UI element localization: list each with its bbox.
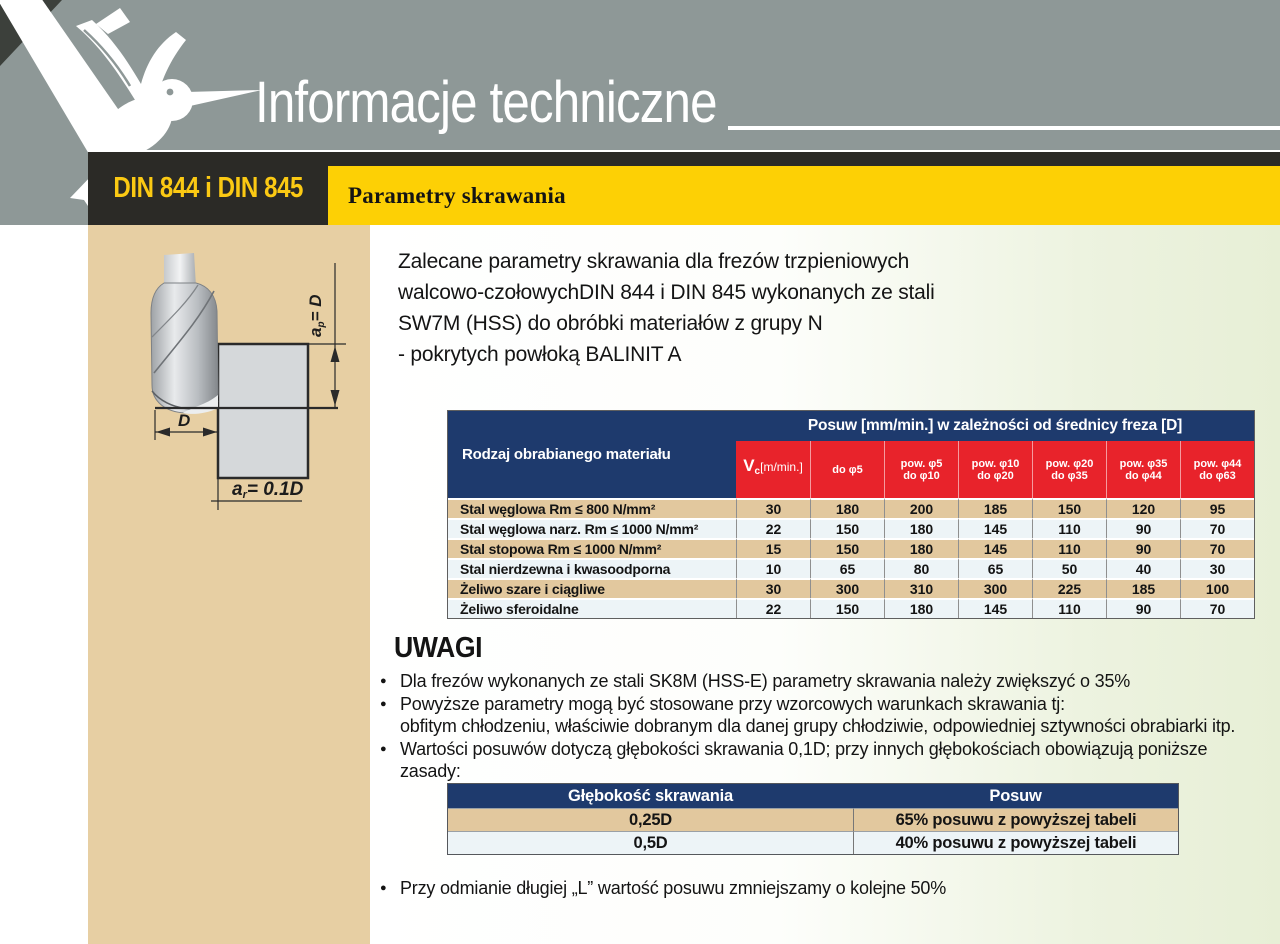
intro-line: SW7M (HSS) do obróbki materiałów z grupy N <box>398 312 823 335</box>
intro-line: walcowo-czołowychDIN 844 i DIN 845 wykonanych ze stali <box>398 281 935 304</box>
section-bar-top-strip <box>328 152 1280 166</box>
column-header-d3: pow. φ10 do φ20 <box>958 441 1032 498</box>
bullet-icon: ● <box>380 675 387 687</box>
notes-heading: UWAGI <box>394 632 483 664</box>
table-cell: 30 <box>736 578 810 598</box>
column-header-d5: pow. φ35 do φ44 <box>1106 441 1180 498</box>
depth-table-cell: 40% posuwu z powyższej tabeli <box>853 831 1178 854</box>
table-cell: 70 <box>1180 538 1254 558</box>
table-cell: 40 <box>1106 558 1180 578</box>
table-cell: 70 <box>1180 518 1254 538</box>
intro-paragraph <box>398 246 998 370</box>
table-cell: 150 <box>810 538 884 558</box>
column-header-d4: pow. φ20 do φ35 <box>1032 441 1106 498</box>
table-row-material: Stal węglowa Rm ≤ 800 N/mm² <box>448 498 736 518</box>
table-cell: 150 <box>1032 498 1106 518</box>
table-cell: 300 <box>958 578 1032 598</box>
note-item: ● Dla frezów wykonanych ze stali SK8M (HSS-E) parametry skrawania należy zwiększyć o 35% <box>380 671 1131 691</box>
bullet-icon: ● <box>380 697 387 710</box>
table-cell: 310 <box>884 578 958 598</box>
bullet-icon: ● <box>380 742 387 755</box>
table-cell: 145 <box>958 598 1032 618</box>
table-cell: 70 <box>1180 598 1254 618</box>
table-cell: 22 <box>736 518 810 538</box>
table-cell: 150 <box>810 598 884 618</box>
table-cell: 180 <box>884 598 958 618</box>
end-mill-technical-drawing <box>88 225 370 525</box>
page-title: Informacje techniczne <box>255 70 717 135</box>
cutting-parameters-table <box>447 410 1255 619</box>
table-cell: 300 <box>810 578 884 598</box>
column-header-d1: do φ5 <box>810 441 884 498</box>
column-header-d6: pow. φ44 do φ63 <box>1180 441 1254 498</box>
end-mill-illustration <box>151 253 218 414</box>
table-row-material: Stal węglowa narz. Rm ≤ 1000 N/mm² <box>448 518 736 538</box>
workpiece-rect <box>218 344 308 478</box>
bird-eye <box>167 89 174 96</box>
note-item-long-version: ● Przy odmianie długiej „L” wartość posuwu zmniejszamy o kolejne 50% <box>380 878 947 898</box>
note-item: ● Powyższe parametry mogą być stosowane przy wzorcowych warunkach skrawania tj: obfitym chłodzeniu, właściwie dobranym dla danej grupy chłodziwie, odpowiedniej sztywności obrabiarki itp. <box>380 693 1236 736</box>
table-cell: 90 <box>1106 538 1180 558</box>
table-row-material: Żeliwo szare i ciągliwe <box>448 578 736 598</box>
table-row-material: Stal nierdzewna i kwasoodporna <box>448 558 736 578</box>
table-cell: 65 <box>810 558 884 578</box>
notes-list <box>380 670 1260 783</box>
table-cell: 30 <box>736 498 810 518</box>
axial-depth-label: ap= D <box>306 294 327 337</box>
table-cell: 180 <box>884 518 958 538</box>
table-cell: 95 <box>1180 498 1254 518</box>
table-cell: 185 <box>1106 578 1180 598</box>
table-cell: 65 <box>958 558 1032 578</box>
depth-table-cell: 0,25D <box>448 808 853 831</box>
depth-feed-table <box>447 783 1179 855</box>
table-cell: 110 <box>1032 518 1106 538</box>
intro-line: Zalecane parametry skrawania dla frezów trzpieniowych <box>398 250 910 273</box>
column-header-d2: pow. φ5 do φ10 <box>884 441 958 498</box>
table-cell: 185 <box>958 498 1032 518</box>
note-item: ● Wartości posuwów dotyczą głębokości skrawania 0,1D; przy innych głębokościach obowiązują poniższe zasady: <box>380 738 1208 781</box>
depth-table-header-feed: Posuw <box>853 784 1178 808</box>
radial-depth-label: ar= 0.1D <box>232 479 304 501</box>
bullet-icon: ● <box>380 882 387 894</box>
table-cell: 150 <box>810 518 884 538</box>
table-cell: 15 <box>736 538 810 558</box>
table-cell: 110 <box>1032 538 1106 558</box>
table-cell: 100 <box>1180 578 1254 598</box>
depth-table-cell: 0,5D <box>448 831 853 854</box>
table-cell: 10 <box>736 558 810 578</box>
table-cell: 225 <box>1032 578 1106 598</box>
table-cell: 80 <box>884 558 958 578</box>
table-cell: 180 <box>884 538 958 558</box>
column-header-vc: $V_c[m/\min.]$ <box>736 441 810 498</box>
table-cell: 200 <box>884 498 958 518</box>
section-title: Parametry skrawania <box>348 182 566 208</box>
din-standard-bar <box>88 152 328 225</box>
diameter-label: D <box>178 411 191 430</box>
table-cell: 120 <box>1106 498 1180 518</box>
intro-line: - pokrytych powłoką BALINIT A <box>398 343 682 366</box>
table-row-material: Stal stopowa Rm ≤ 1000 N/mm² <box>448 538 736 558</box>
din-standard-label: DIN 844 i DIN 845 <box>113 172 303 204</box>
table-cell: 30 <box>1180 558 1254 578</box>
column-header-feed-span: Posuw [mm/min.] w zależności od średnicy freza [D] <box>736 411 1254 441</box>
table-cell: 145 <box>958 538 1032 558</box>
title-underline <box>728 126 1280 130</box>
table-row-material: Żeliwo sferoidalne <box>448 598 736 618</box>
table-cell: 90 <box>1106 598 1180 618</box>
table-cell: 90 <box>1106 518 1180 538</box>
table-cell: 110 <box>1032 598 1106 618</box>
table-cell: 22 <box>736 598 810 618</box>
table-cell: 145 <box>958 518 1032 538</box>
depth-table-cell: 65% posuwu z powyższej tabeli <box>853 808 1178 831</box>
column-header-material: Rodzaj obrabianego materiału <box>448 411 736 498</box>
table-cell: 180 <box>810 498 884 518</box>
depth-table-header-depth: Głębokość skrawania <box>448 784 853 808</box>
table-cell: 50 <box>1032 558 1106 578</box>
section-bar <box>328 166 1280 225</box>
